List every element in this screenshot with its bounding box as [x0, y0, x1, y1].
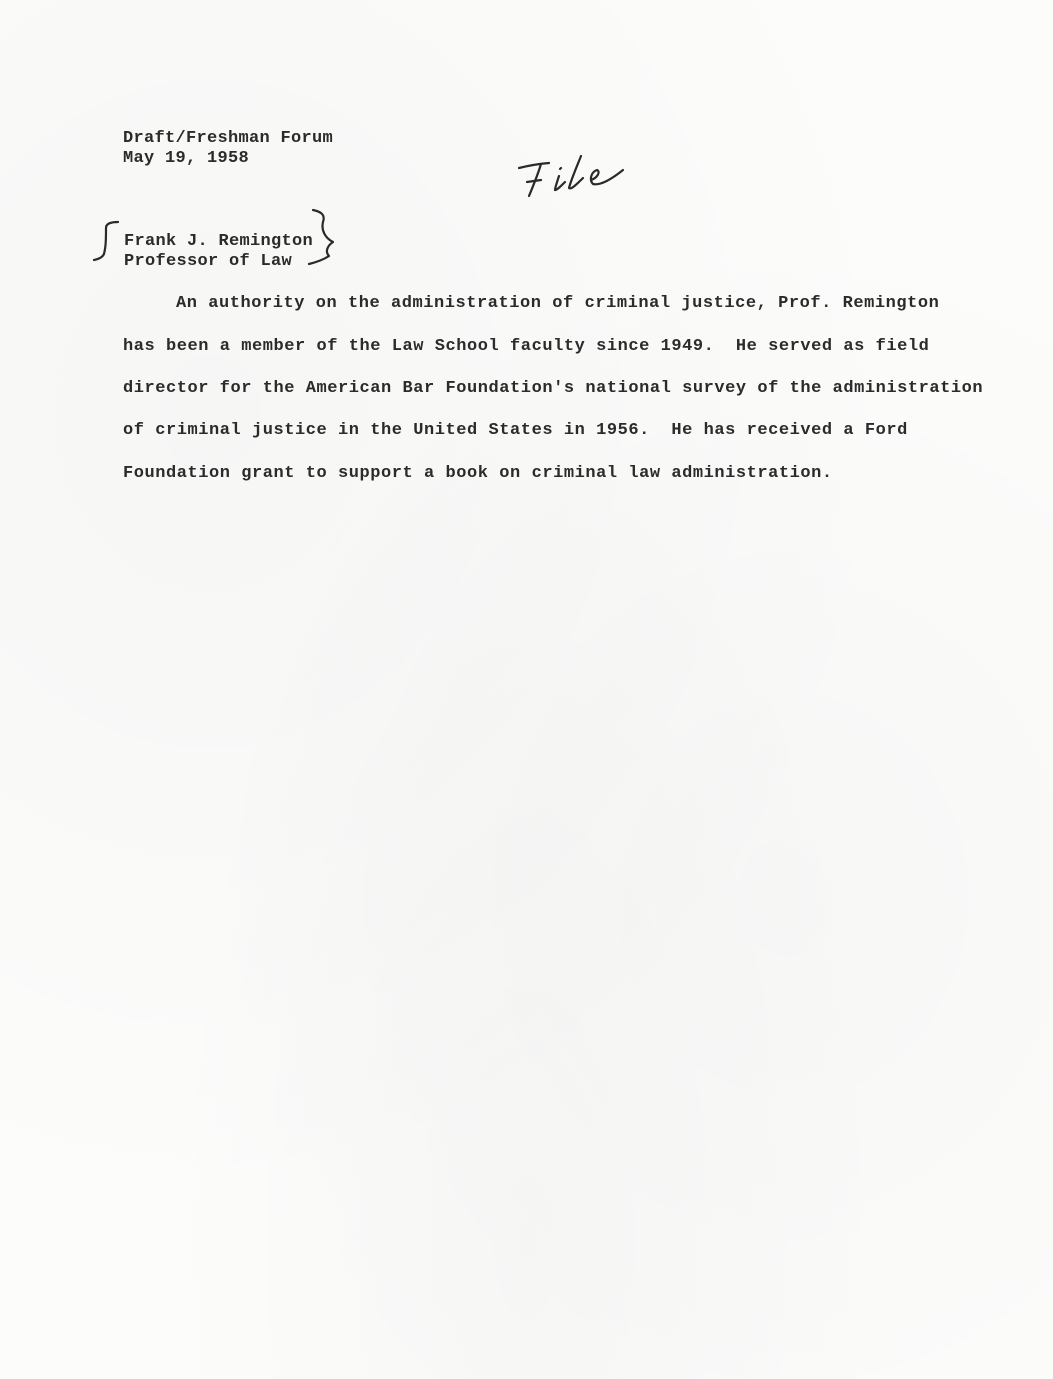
left-bracket-mark	[92, 216, 122, 266]
handwritten-file-annotation	[505, 150, 655, 210]
speaker-name: Frank J. Remington	[124, 232, 314, 251]
body-line-1: An authority on the administration of criminal justice, Prof. Remington	[176, 294, 940, 313]
header-title: Draft/Freshman Forum	[123, 129, 334, 148]
speaker-title: Professor of Law	[124, 252, 293, 271]
body-line-3: director for the American Bar Foundation's national survey of the administration	[123, 379, 984, 398]
body-line-5: Foundation grant to support a book on criminal law administration.	[123, 464, 833, 483]
body-line-4: of criminal justice in the United States in 1956. He has received a Ford	[123, 421, 908, 440]
header-date: May 19, 1958	[123, 149, 250, 168]
body-line-2: has been a member of the Law School faculty since 1949. He served as field	[123, 337, 930, 356]
right-bracket-mark	[305, 206, 345, 268]
